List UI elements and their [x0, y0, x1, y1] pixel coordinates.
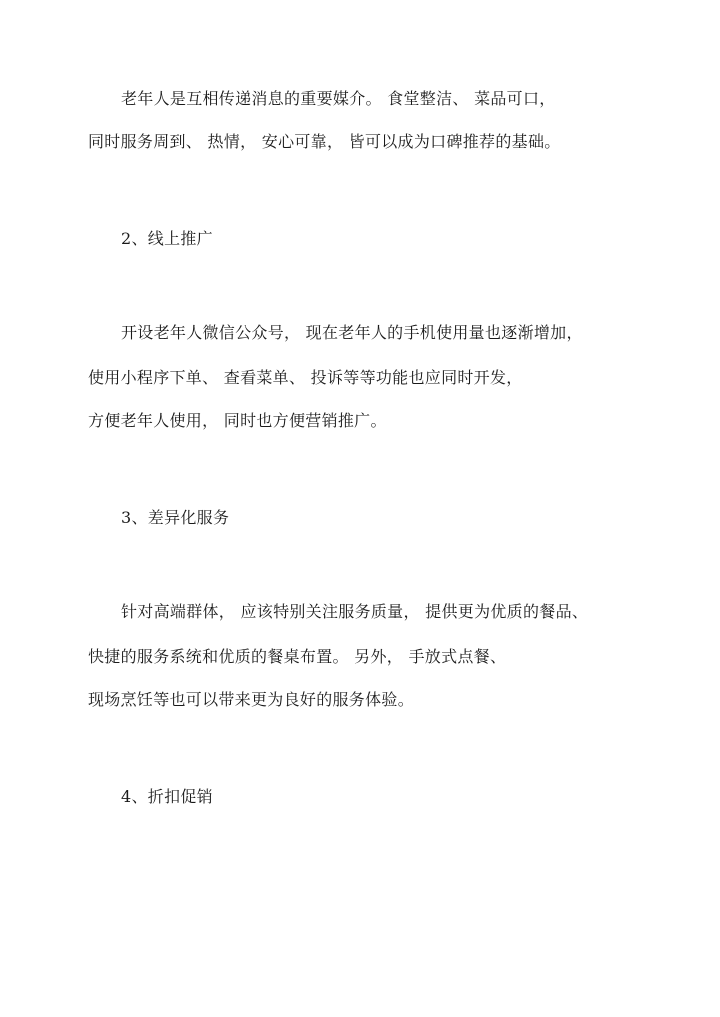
- paragraph-line: 现场烹饪等也可以带来更为良好的服务体验。: [88, 690, 415, 709]
- paragraph-line: 快捷的服务系统和优质的餐桌布置。 另外， 手放式点餐、: [88, 647, 507, 666]
- section-heading: 4、折扣促销: [121, 787, 213, 806]
- paragraph-line: 开设老年人微信公众号， 现在老年人的手机使用量也逐渐增加，: [121, 323, 583, 342]
- paragraph-line: 针对高端群体， 应该特别关注服务质量， 提供更为优质的餐品、: [121, 602, 589, 621]
- section-heading: 2、线上推广: [121, 229, 213, 248]
- section-heading: 3、差异化服务: [121, 508, 230, 527]
- paragraph-line: 方便老年人使用， 同时也方便营销推广。: [88, 411, 387, 430]
- paragraph-line: 使用小程序下单、 查看菜单、 投诉等等功能也应同时开发，: [88, 368, 523, 387]
- paragraph-line: 老年人是互相传递消息的重要媒介。 食堂整洁、 菜品可口，: [121, 89, 556, 108]
- paragraph-line: 同时服务周到、 热情， 安心可靠， 皆可以成为口碑推荐的基础。: [88, 132, 561, 151]
